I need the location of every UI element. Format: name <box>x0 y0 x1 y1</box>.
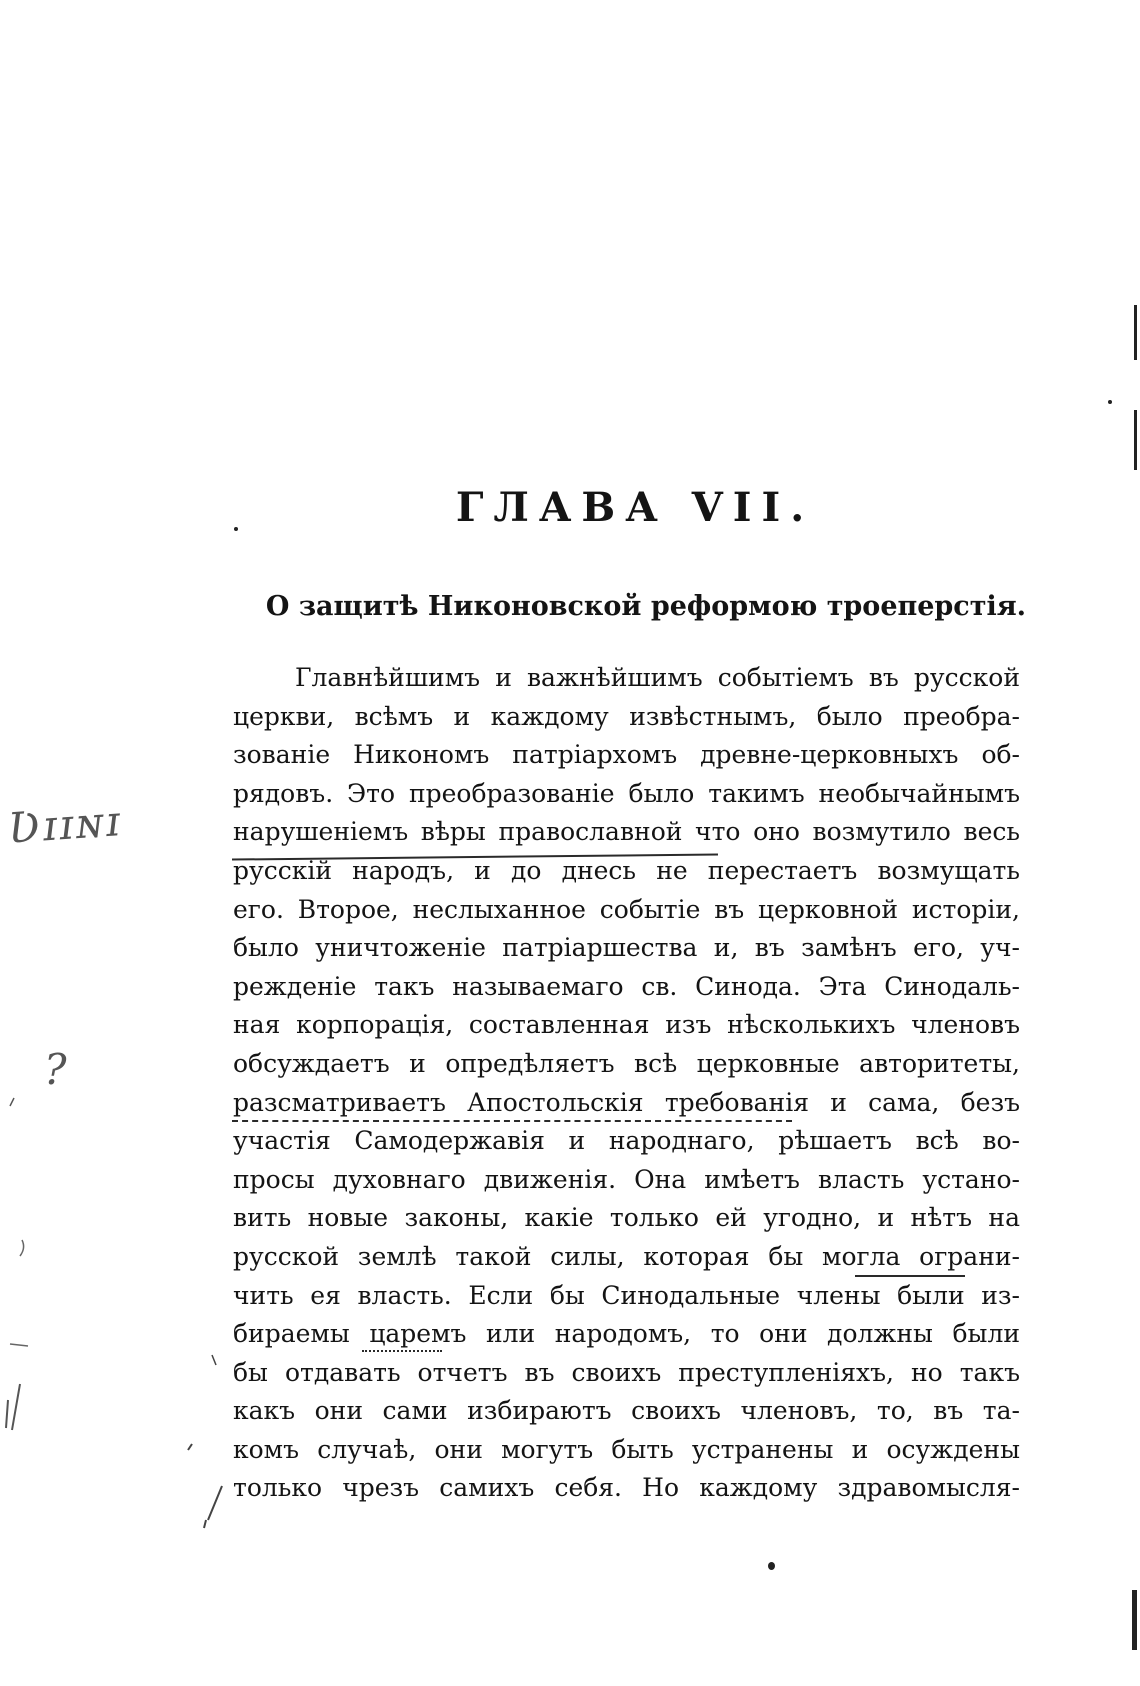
text-line: вить новые законы, какіе только ей угодно, и нѣтъ на <box>233 1203 1020 1233</box>
chapter-title: ГЛАВА VII. <box>455 484 815 531</box>
text-line: Главнѣйшимъ и важнѣйшимъ событіемъ въ русской <box>295 663 1020 692</box>
text-line: просы духовнаго движенія. Она имѣетъ власть устано- <box>233 1164 1020 1194</box>
text-line: русскій народъ, и до днесь не перестаетъ возмущать <box>233 855 1020 885</box>
pencil-stroke <box>204 1486 222 1528</box>
pencil-stroke <box>6 1384 20 1430</box>
pencil-stroke <box>20 1240 24 1256</box>
text-line: какъ они сами избираютъ своихъ членовъ, то, въ та- <box>233 1396 1020 1426</box>
text-line: участія Самодержавія и народнаго, рѣшаетъ всѣ во- <box>233 1126 1020 1156</box>
body-text <box>233 659 1020 1508</box>
text-line: обсуждаетъ и опредѣляетъ всѣ церковные авторитеты, <box>233 1048 1020 1078</box>
text-line: церкви, всѣмъ и каждому извѣстнымъ, было преобра- <box>233 701 1020 731</box>
pencil-stroke <box>188 1444 192 1450</box>
pencil-marks <box>0 0 240 1686</box>
scan-dot <box>768 1562 775 1570</box>
text-line: его. Второе, неслыханное событіе въ церковной исторіи, <box>233 894 1020 924</box>
scan-edge-mark <box>1134 410 1137 470</box>
text-line: чить ея власть. Если бы Синодальные члены были из- <box>233 1280 1020 1310</box>
text-line: ная корпорація, составленная изъ нѣсколькихъ членовъ <box>233 1010 1020 1040</box>
text-line: нарушеніемъ вѣры православной что оно возмутило весь <box>233 817 1020 847</box>
text-line: зованіе Никономъ патріархомъ древне-церковныхъ об- <box>233 740 1020 770</box>
text-line: бы отдавать отчетъ въ своихъ преступленіяхъ, но такъ <box>233 1357 1020 1387</box>
text-line: комъ случаѣ, они могутъ быть устранены и осуждены <box>233 1434 1020 1464</box>
handwritten-underline <box>362 1350 442 1352</box>
text-line: режденіе такъ называемаго св. Синода. Эта Синодаль- <box>233 971 1020 1001</box>
scan-dot <box>234 527 238 531</box>
pencil-stroke <box>10 1098 14 1106</box>
handwritten-underline <box>855 1275 965 1277</box>
text-line: рядовъ. Это преобразованіе было такимъ необычайнымъ <box>233 778 1020 808</box>
scan-edge-mark <box>1132 1590 1137 1650</box>
pencil-stroke <box>212 1355 216 1365</box>
chapter-subtitle: О защитѣ Никоновской реформою троеперстія. <box>265 591 1027 622</box>
scan-dot <box>1108 400 1112 404</box>
text-line: бираемы царемъ или народомъ, то они должны были <box>233 1319 1020 1349</box>
margin-note: ? <box>44 1045 67 1094</box>
text-line: русской землѣ такой силы, которая бы могла ограни- <box>233 1241 1020 1271</box>
text-line: было уничтоженіе патріаршества и, въ замѣнъ его, уч- <box>233 933 1020 963</box>
text-line: разсматриваетъ Апостольскія требованія и сама, безъ <box>233 1087 1020 1117</box>
scan-edge-mark <box>1134 305 1137 360</box>
text-line: только чрезъ самихъ себя. Но каждому здравомысля- <box>233 1473 1020 1503</box>
handwritten-underline <box>232 1120 792 1122</box>
pencil-stroke <box>10 1344 28 1346</box>
margin-note: Ʋɪɪɴɪ <box>6 796 124 853</box>
